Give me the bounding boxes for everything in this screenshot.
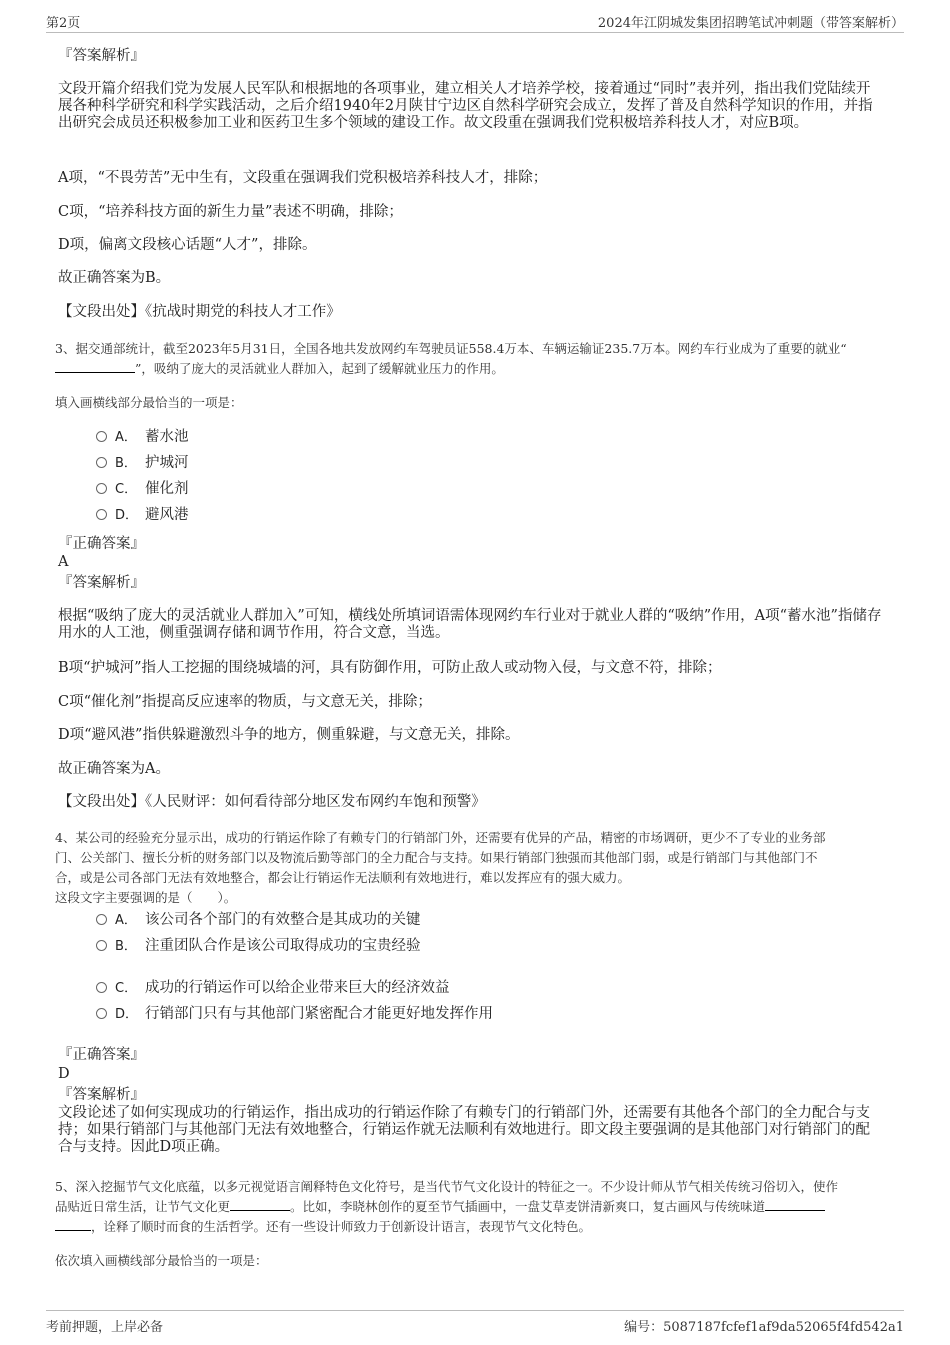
q5-stem-line1: 5、深入挖掘节气文化底蕴，以多元视觉语言阐释特色文化符号，是当代节气文化设计的特征之一。不少设计师从节气相关传统习俗切入，使作 xyxy=(55,1179,838,1194)
q4-answer-label: 『正确答案』 xyxy=(58,1047,145,1063)
q4-option-d[interactable]: D． 行销部门只有与其他部门紧密配合才能更好地发挥作用 xyxy=(96,1004,493,1024)
q3-option-b[interactable]: B． 护城河 xyxy=(96,453,189,473)
q4-analysis-paragraph: 文段论述了如何实现成功的行销运作，指出成功的行销运作除了有赖专门的行销部门外，还需要有其他各个部门的全力配合与支持；如果行销部门与其他部门无法有效地整合，行销运作就无法顺利有效地进行。即文段主要强调的是其他部门对行销部门的配合与支持。因此D项正确。 xyxy=(58,1105,870,1155)
q5-stem-line2a: 品贴近日常生活，让节气文化更 xyxy=(55,1199,231,1214)
radio-icon[interactable] xyxy=(96,509,107,520)
q3-stem-line2: ”，吸纳了庞大的灵活就业人群加入，起到了缓解就业压力的作用。 xyxy=(135,361,504,376)
q5-prompt: 依次填入画横线部分最恰当的一项是： xyxy=(55,1253,268,1268)
q4-prompt: 这段文字主要强调的是（ ）。 xyxy=(55,890,237,905)
q3-conclusion: 故正确答案为A。 xyxy=(58,761,170,777)
footer-slogan: 考前押题，上岸必备 xyxy=(46,1320,164,1335)
q4-stem xyxy=(55,828,895,908)
q5-stem-line2b: 。比如，李晓林创作的夏至节气插画中，一盘艾草麦饼清新爽口，复古画风与传统味道 xyxy=(290,1199,766,1214)
q3-stem xyxy=(55,339,895,379)
radio-icon[interactable] xyxy=(96,1008,107,1019)
q3-stem-line1: 3、据交通部统计，截至2023年5月31日，全国各地共发放网约车驾驶员证558.4万本、车辆运输证235.7万本。网约车行业成为了重要的就业“ xyxy=(55,341,847,356)
q4-stem-line3: 合，或是公司各部门无法有效地整合，都会让行销运作无法顺利有效地进行，难以发挥应有的强大威力。 xyxy=(55,870,631,885)
q3-analysis-label: 『答案解析』 xyxy=(58,575,145,591)
q4-stem-line1: 4、某公司的经验充分显示出，成功的行销运作除了有赖专门的行销部门外，还需要有优异的产品，精密的市场调研，更少不了专业的业务部 xyxy=(55,830,826,845)
q3-analysis-option-d: D项“避风港”指供躲避激烈斗争的地方，侧重躲避，与文意无关，排除。 xyxy=(58,727,520,743)
q2-analysis-label: 『答案解析』 xyxy=(58,48,145,64)
q2-conclusion: 故正确答案为B。 xyxy=(58,270,171,286)
q5-stem xyxy=(55,1177,895,1237)
q3-answer-label: 『正确答案』 xyxy=(58,536,145,552)
q5-blank-2-cont xyxy=(55,1218,91,1231)
q5-blank-1 xyxy=(230,1198,290,1211)
radio-icon[interactable] xyxy=(96,431,107,442)
document-title: 2024年江阴城发集团招聘笔试冲刺题（带答案解析） xyxy=(597,16,904,31)
q5-blank-2 xyxy=(765,1198,825,1211)
q3-option-a[interactable]: A． 蓄水池 xyxy=(96,427,189,447)
page-footer xyxy=(46,1310,904,1335)
q4-stem-line2: 门、公关部门、擅长分析的财务部门以及物流后勤等部门的全力配合与支持。如果行销部门独强而其他部门弱，或是行销部门与其他部门不 xyxy=(55,850,818,865)
q4-analysis-label: 『答案解析』 xyxy=(58,1087,145,1103)
q3-analysis-paragraph: 根据“吸纳了庞大的灵活就业人群加入”可知，横线处所填词语需体现网约车行业对于就业人群的“吸纳”作用，A项“蓄水池”指储存用水的人工池，侧重强调存储和调节作用，符合文意，当选。 xyxy=(58,608,882,641)
q2-analysis-paragraph: 文段开篇介绍我们党为发展人民军队和根据地的各项事业，建立相关人才培养学校，接着通过“同时”表并列，指出我们党陆续开展各种科学研究和科学实践活动，之后介绍1940年2月陕甘宁边区自然科学研究会成立，发挥了普及自然科学知识的作用，并指出研究会成员还积极参加工业和医药卫生多个领域的建设工作。故文段重在强调我们党积极培养科技人才，对应B项。 xyxy=(58,81,873,131)
radio-icon[interactable] xyxy=(96,914,107,925)
q5-stem-line3: ，诠释了顺时而食的生活哲学。还有一些设计师致力于创新设计语言，表现节气文化特色。 xyxy=(91,1219,592,1234)
q4-answer: D xyxy=(58,1066,70,1082)
q2-source: 【文段出处】《抗战时期党的科技人才工作》 xyxy=(58,304,341,320)
q3-prompt: 填入画横线部分最恰当的一项是： xyxy=(55,395,243,410)
q4-option-a[interactable]: A． 该公司各个部门的有效整合是其成功的关键 xyxy=(96,910,421,930)
q2-analysis-option-a: A项，“不畏劳苦”无中生有，文段重在强调我们党积极培养科技人才，排除； xyxy=(58,170,548,186)
q3-option-d[interactable]: D． 避风港 xyxy=(96,505,189,525)
q3-answer: A xyxy=(58,554,69,570)
radio-icon[interactable] xyxy=(96,940,107,951)
radio-icon[interactable] xyxy=(96,483,107,494)
q2-analysis-option-c: C项，“培养科技方面的新生力量”表述不明确，排除； xyxy=(58,204,403,220)
q3-analysis-option-c: C项“催化剂”指提高反应速率的物质，与文意无关，排除； xyxy=(58,694,432,710)
q3-analysis-option-b: B项“护城河”指人工挖掘的围绕城墙的河，具有防御作用，可防止敌人或动物入侵，与文意不符，排除； xyxy=(58,660,722,676)
document-id: 编号：5087187fcfef1af9da52065f4fd542a1 xyxy=(624,1320,904,1335)
q4-option-c[interactable]: C． 成功的行销运作可以给企业带来巨大的经济效益 xyxy=(96,978,450,998)
page-header xyxy=(46,10,904,33)
q2-analysis-option-d: D项，偏离文段核心话题“人才”，排除。 xyxy=(58,237,317,253)
radio-icon[interactable] xyxy=(96,982,107,993)
q3-source: 【文段出处】《人民财评：如何看待部分地区发布网约车饱和预警》 xyxy=(58,794,486,810)
radio-icon[interactable] xyxy=(96,457,107,468)
q3-option-c[interactable]: C． 催化剂 xyxy=(96,479,189,499)
q3-blank xyxy=(55,360,135,373)
page-number: 第2页 xyxy=(46,16,81,31)
q4-option-b[interactable]: B． 注重团队合作是该公司取得成功的宝贵经验 xyxy=(96,936,421,956)
